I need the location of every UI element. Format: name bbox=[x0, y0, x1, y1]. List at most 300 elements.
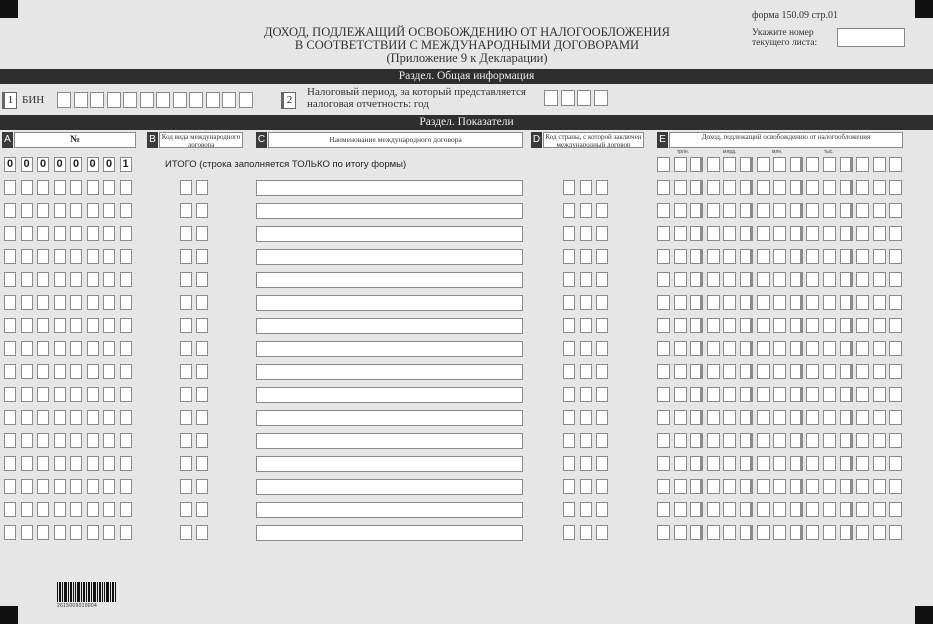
row-number-cell[interactable] bbox=[4, 433, 16, 448]
row-amount-cell[interactable] bbox=[889, 226, 902, 241]
row-amount-cell[interactable] bbox=[757, 410, 770, 425]
treaty-type-cell[interactable] bbox=[196, 433, 208, 448]
row-amount-cell[interactable] bbox=[757, 249, 770, 264]
country-code-cell[interactable] bbox=[580, 433, 592, 448]
row-amount-cell[interactable] bbox=[690, 525, 703, 540]
row-amount-cell[interactable] bbox=[740, 525, 753, 540]
row-amount-cell[interactable] bbox=[690, 272, 703, 287]
country-code-cell[interactable] bbox=[563, 180, 575, 195]
row-number-cell[interactable] bbox=[4, 272, 16, 287]
row-number-cell[interactable] bbox=[87, 479, 99, 494]
row-amount-cell[interactable] bbox=[840, 249, 853, 264]
row-amount-cell[interactable] bbox=[723, 295, 736, 310]
row-number-cell[interactable] bbox=[120, 433, 132, 448]
row-amount-cell[interactable] bbox=[757, 203, 770, 218]
row-number-cell[interactable] bbox=[4, 341, 16, 356]
row-number-cell[interactable] bbox=[87, 364, 99, 379]
row-amount-cell[interactable] bbox=[657, 180, 670, 195]
row-amount-cell[interactable] bbox=[740, 318, 753, 333]
row-amount-cell[interactable] bbox=[690, 456, 703, 471]
row-amount-cell[interactable] bbox=[806, 226, 819, 241]
row-amount-cell[interactable] bbox=[674, 410, 687, 425]
row-amount-cell[interactable] bbox=[773, 525, 786, 540]
country-code-cell[interactable] bbox=[563, 502, 575, 517]
row-amount-cell[interactable] bbox=[690, 226, 703, 241]
row-amount-cell[interactable] bbox=[723, 180, 736, 195]
itogo-number-cell[interactable]: 0 bbox=[37, 157, 49, 172]
row-amount-cell[interactable] bbox=[856, 456, 869, 471]
row-amount-cell[interactable] bbox=[840, 525, 853, 540]
row-amount-cell[interactable] bbox=[823, 410, 836, 425]
row-number-cell[interactable] bbox=[87, 226, 99, 241]
country-code-cell[interactable] bbox=[596, 364, 608, 379]
row-amount-cell[interactable] bbox=[690, 387, 703, 402]
row-number-cell[interactable] bbox=[120, 318, 132, 333]
row-number-cell[interactable] bbox=[70, 525, 82, 540]
row-number-cell[interactable] bbox=[120, 364, 132, 379]
country-code-cell[interactable] bbox=[596, 226, 608, 241]
treaty-type-cell[interactable] bbox=[196, 272, 208, 287]
row-amount-cell[interactable] bbox=[790, 410, 803, 425]
row-amount-cell[interactable] bbox=[757, 272, 770, 287]
row-amount-cell[interactable] bbox=[840, 410, 853, 425]
row-amount-cell[interactable] bbox=[757, 525, 770, 540]
country-code-cell[interactable] bbox=[596, 341, 608, 356]
row-number-cell[interactable] bbox=[103, 203, 115, 218]
treaty-type-cell[interactable] bbox=[196, 525, 208, 540]
row-number-cell[interactable] bbox=[37, 341, 49, 356]
row-amount-cell[interactable] bbox=[823, 318, 836, 333]
row-amount-cell[interactable] bbox=[873, 295, 886, 310]
country-code-cell[interactable] bbox=[580, 364, 592, 379]
bin-cell[interactable] bbox=[239, 92, 253, 108]
treaty-name-field[interactable] bbox=[256, 318, 523, 334]
bin-cell[interactable] bbox=[123, 92, 137, 108]
row-amount-cell[interactable] bbox=[889, 456, 902, 471]
itogo-amount-cell[interactable] bbox=[740, 157, 753, 172]
row-amount-cell[interactable] bbox=[707, 226, 720, 241]
treaty-type-cell[interactable] bbox=[180, 272, 192, 287]
row-amount-cell[interactable] bbox=[657, 341, 670, 356]
country-code-cell[interactable] bbox=[596, 272, 608, 287]
row-number-cell[interactable] bbox=[4, 226, 16, 241]
row-amount-cell[interactable] bbox=[757, 479, 770, 494]
treaty-type-cell[interactable] bbox=[196, 295, 208, 310]
row-amount-cell[interactable] bbox=[856, 318, 869, 333]
row-amount-cell[interactable] bbox=[723, 433, 736, 448]
row-number-cell[interactable] bbox=[21, 502, 33, 517]
row-number-cell[interactable] bbox=[87, 295, 99, 310]
row-amount-cell[interactable] bbox=[823, 502, 836, 517]
row-number-cell[interactable] bbox=[21, 364, 33, 379]
row-amount-cell[interactable] bbox=[806, 249, 819, 264]
row-amount-cell[interactable] bbox=[740, 502, 753, 517]
row-number-cell[interactable] bbox=[4, 318, 16, 333]
row-amount-cell[interactable] bbox=[740, 387, 753, 402]
row-amount-cell[interactable] bbox=[806, 433, 819, 448]
row-number-cell[interactable] bbox=[87, 525, 99, 540]
country-code-cell[interactable] bbox=[563, 203, 575, 218]
row-number-cell[interactable] bbox=[54, 295, 66, 310]
country-code-cell[interactable] bbox=[563, 272, 575, 287]
bin-cell[interactable] bbox=[189, 92, 203, 108]
country-code-cell[interactable] bbox=[580, 502, 592, 517]
bin-cell[interactable] bbox=[140, 92, 154, 108]
sheet-number-input[interactable] bbox=[837, 28, 905, 47]
row-amount-cell[interactable] bbox=[823, 180, 836, 195]
treaty-type-cell[interactable] bbox=[180, 295, 192, 310]
row-amount-cell[interactable] bbox=[840, 341, 853, 356]
row-number-cell[interactable] bbox=[87, 318, 99, 333]
row-amount-cell[interactable] bbox=[840, 479, 853, 494]
row-amount-cell[interactable] bbox=[806, 180, 819, 195]
treaty-type-cell[interactable] bbox=[196, 456, 208, 471]
row-number-cell[interactable] bbox=[87, 410, 99, 425]
itogo-number-cell[interactable]: 0 bbox=[54, 157, 66, 172]
row-amount-cell[interactable] bbox=[873, 272, 886, 287]
row-amount-cell[interactable] bbox=[674, 387, 687, 402]
row-number-cell[interactable] bbox=[4, 525, 16, 540]
itogo-amount-cell[interactable] bbox=[690, 157, 703, 172]
row-amount-cell[interactable] bbox=[773, 180, 786, 195]
treaty-type-cell[interactable] bbox=[180, 249, 192, 264]
row-amount-cell[interactable] bbox=[773, 272, 786, 287]
country-code-cell[interactable] bbox=[580, 203, 592, 218]
row-amount-cell[interactable] bbox=[723, 456, 736, 471]
row-amount-cell[interactable] bbox=[823, 479, 836, 494]
row-number-cell[interactable] bbox=[37, 502, 49, 517]
row-amount-cell[interactable] bbox=[823, 203, 836, 218]
treaty-type-cell[interactable] bbox=[196, 502, 208, 517]
row-amount-cell[interactable] bbox=[723, 226, 736, 241]
country-code-cell[interactable] bbox=[563, 249, 575, 264]
row-number-cell[interactable] bbox=[70, 203, 82, 218]
row-amount-cell[interactable] bbox=[790, 249, 803, 264]
row-amount-cell[interactable] bbox=[657, 387, 670, 402]
row-number-cell[interactable] bbox=[70, 387, 82, 402]
row-number-cell[interactable] bbox=[21, 249, 33, 264]
row-amount-cell[interactable] bbox=[790, 479, 803, 494]
row-number-cell[interactable] bbox=[54, 525, 66, 540]
row-number-cell[interactable] bbox=[87, 387, 99, 402]
row-amount-cell[interactable] bbox=[806, 502, 819, 517]
row-amount-cell[interactable] bbox=[856, 272, 869, 287]
row-number-cell[interactable] bbox=[103, 410, 115, 425]
row-number-cell[interactable] bbox=[4, 387, 16, 402]
row-number-cell[interactable] bbox=[70, 226, 82, 241]
row-amount-cell[interactable] bbox=[823, 525, 836, 540]
row-number-cell[interactable] bbox=[87, 249, 99, 264]
row-amount-cell[interactable] bbox=[690, 203, 703, 218]
row-number-cell[interactable] bbox=[54, 364, 66, 379]
row-amount-cell[interactable] bbox=[806, 318, 819, 333]
row-amount-cell[interactable] bbox=[757, 433, 770, 448]
treaty-type-cell[interactable] bbox=[180, 433, 192, 448]
row-number-cell[interactable] bbox=[103, 387, 115, 402]
row-number-cell[interactable] bbox=[103, 272, 115, 287]
country-code-cell[interactable] bbox=[580, 295, 592, 310]
row-number-cell[interactable] bbox=[21, 272, 33, 287]
row-amount-cell[interactable] bbox=[790, 502, 803, 517]
row-number-cell[interactable] bbox=[54, 502, 66, 517]
treaty-name-field[interactable] bbox=[256, 341, 523, 357]
country-code-cell[interactable] bbox=[596, 479, 608, 494]
treaty-type-cell[interactable] bbox=[180, 502, 192, 517]
treaty-type-cell[interactable] bbox=[196, 479, 208, 494]
row-amount-cell[interactable] bbox=[657, 433, 670, 448]
row-number-cell[interactable] bbox=[21, 318, 33, 333]
treaty-type-cell[interactable] bbox=[196, 364, 208, 379]
row-number-cell[interactable] bbox=[21, 180, 33, 195]
itogo-amount-cell[interactable] bbox=[873, 157, 886, 172]
row-amount-cell[interactable] bbox=[674, 525, 687, 540]
row-amount-cell[interactable] bbox=[657, 318, 670, 333]
row-amount-cell[interactable] bbox=[773, 479, 786, 494]
row-number-cell[interactable] bbox=[120, 479, 132, 494]
row-amount-cell[interactable] bbox=[856, 203, 869, 218]
row-amount-cell[interactable] bbox=[889, 479, 902, 494]
row-amount-cell[interactable] bbox=[873, 341, 886, 356]
row-number-cell[interactable] bbox=[70, 479, 82, 494]
row-amount-cell[interactable] bbox=[690, 502, 703, 517]
country-code-cell[interactable] bbox=[563, 525, 575, 540]
row-amount-cell[interactable] bbox=[889, 410, 902, 425]
row-number-cell[interactable] bbox=[4, 249, 16, 264]
itogo-number-cell[interactable]: 1 bbox=[120, 157, 132, 172]
bin-cell[interactable] bbox=[57, 92, 71, 108]
row-amount-cell[interactable] bbox=[889, 295, 902, 310]
row-amount-cell[interactable] bbox=[856, 502, 869, 517]
country-code-cell[interactable] bbox=[563, 479, 575, 494]
row-amount-cell[interactable] bbox=[674, 272, 687, 287]
row-amount-cell[interactable] bbox=[757, 226, 770, 241]
row-amount-cell[interactable] bbox=[707, 433, 720, 448]
row-amount-cell[interactable] bbox=[657, 410, 670, 425]
row-amount-cell[interactable] bbox=[889, 203, 902, 218]
row-number-cell[interactable] bbox=[37, 410, 49, 425]
row-amount-cell[interactable] bbox=[790, 295, 803, 310]
row-number-cell[interactable] bbox=[87, 180, 99, 195]
row-amount-cell[interactable] bbox=[873, 226, 886, 241]
row-amount-cell[interactable] bbox=[806, 295, 819, 310]
country-code-cell[interactable] bbox=[580, 479, 592, 494]
row-amount-cell[interactable] bbox=[740, 272, 753, 287]
row-number-cell[interactable] bbox=[70, 410, 82, 425]
row-number-cell[interactable] bbox=[4, 410, 16, 425]
row-amount-cell[interactable] bbox=[740, 410, 753, 425]
treaty-type-cell[interactable] bbox=[196, 387, 208, 402]
treaty-type-cell[interactable] bbox=[180, 364, 192, 379]
treaty-type-cell[interactable] bbox=[196, 318, 208, 333]
row-amount-cell[interactable] bbox=[823, 364, 836, 379]
treaty-type-cell[interactable] bbox=[180, 387, 192, 402]
row-amount-cell[interactable] bbox=[873, 180, 886, 195]
row-amount-cell[interactable] bbox=[840, 180, 853, 195]
row-number-cell[interactable] bbox=[54, 203, 66, 218]
country-code-cell[interactable] bbox=[580, 341, 592, 356]
row-amount-cell[interactable] bbox=[773, 364, 786, 379]
treaty-name-field[interactable] bbox=[256, 226, 523, 242]
row-amount-cell[interactable] bbox=[657, 272, 670, 287]
country-code-cell[interactable] bbox=[596, 525, 608, 540]
year-cell[interactable] bbox=[594, 90, 608, 106]
row-amount-cell[interactable] bbox=[840, 502, 853, 517]
row-number-cell[interactable] bbox=[21, 341, 33, 356]
row-amount-cell[interactable] bbox=[840, 272, 853, 287]
row-number-cell[interactable] bbox=[37, 272, 49, 287]
row-number-cell[interactable] bbox=[70, 341, 82, 356]
country-code-cell[interactable] bbox=[580, 272, 592, 287]
row-amount-cell[interactable] bbox=[889, 364, 902, 379]
row-amount-cell[interactable] bbox=[856, 387, 869, 402]
row-number-cell[interactable] bbox=[54, 479, 66, 494]
country-code-cell[interactable] bbox=[596, 295, 608, 310]
row-amount-cell[interactable] bbox=[707, 410, 720, 425]
row-amount-cell[interactable] bbox=[657, 226, 670, 241]
row-amount-cell[interactable] bbox=[723, 479, 736, 494]
row-number-cell[interactable] bbox=[70, 180, 82, 195]
treaty-type-cell[interactable] bbox=[180, 479, 192, 494]
year-cell[interactable] bbox=[544, 90, 558, 106]
row-amount-cell[interactable] bbox=[840, 456, 853, 471]
country-code-cell[interactable] bbox=[580, 226, 592, 241]
row-number-cell[interactable] bbox=[103, 479, 115, 494]
row-number-cell[interactable] bbox=[120, 203, 132, 218]
bin-cell[interactable] bbox=[206, 92, 220, 108]
itogo-amount-cell[interactable] bbox=[674, 157, 687, 172]
itogo-amount-cell[interactable] bbox=[657, 157, 670, 172]
row-amount-cell[interactable] bbox=[773, 433, 786, 448]
row-amount-cell[interactable] bbox=[723, 203, 736, 218]
row-amount-cell[interactable] bbox=[873, 479, 886, 494]
row-amount-cell[interactable] bbox=[690, 295, 703, 310]
row-amount-cell[interactable] bbox=[690, 341, 703, 356]
row-amount-cell[interactable] bbox=[840, 433, 853, 448]
row-amount-cell[interactable] bbox=[707, 479, 720, 494]
row-amount-cell[interactable] bbox=[790, 203, 803, 218]
row-amount-cell[interactable] bbox=[790, 364, 803, 379]
treaty-name-field[interactable] bbox=[256, 249, 523, 265]
row-amount-cell[interactable] bbox=[757, 341, 770, 356]
row-amount-cell[interactable] bbox=[690, 364, 703, 379]
row-amount-cell[interactable] bbox=[707, 341, 720, 356]
row-amount-cell[interactable] bbox=[740, 433, 753, 448]
row-amount-cell[interactable] bbox=[790, 226, 803, 241]
itogo-number-cell[interactable]: 0 bbox=[103, 157, 115, 172]
country-code-cell[interactable] bbox=[596, 387, 608, 402]
row-amount-cell[interactable] bbox=[889, 387, 902, 402]
row-amount-cell[interactable] bbox=[707, 180, 720, 195]
row-amount-cell[interactable] bbox=[790, 456, 803, 471]
row-amount-cell[interactable] bbox=[840, 203, 853, 218]
row-amount-cell[interactable] bbox=[823, 387, 836, 402]
row-number-cell[interactable] bbox=[21, 433, 33, 448]
row-amount-cell[interactable] bbox=[674, 456, 687, 471]
row-number-cell[interactable] bbox=[37, 479, 49, 494]
row-amount-cell[interactable] bbox=[889, 180, 902, 195]
row-amount-cell[interactable] bbox=[889, 318, 902, 333]
row-amount-cell[interactable] bbox=[790, 433, 803, 448]
row-amount-cell[interactable] bbox=[674, 226, 687, 241]
row-amount-cell[interactable] bbox=[856, 180, 869, 195]
row-amount-cell[interactable] bbox=[790, 341, 803, 356]
row-amount-cell[interactable] bbox=[690, 180, 703, 195]
row-amount-cell[interactable] bbox=[674, 433, 687, 448]
row-amount-cell[interactable] bbox=[790, 525, 803, 540]
row-number-cell[interactable] bbox=[87, 341, 99, 356]
row-amount-cell[interactable] bbox=[707, 272, 720, 287]
row-amount-cell[interactable] bbox=[840, 318, 853, 333]
row-number-cell[interactable] bbox=[70, 433, 82, 448]
itogo-number-cell[interactable]: 0 bbox=[21, 157, 33, 172]
row-amount-cell[interactable] bbox=[873, 364, 886, 379]
itogo-number-cell[interactable]: 0 bbox=[4, 157, 16, 172]
country-code-cell[interactable] bbox=[596, 318, 608, 333]
row-number-cell[interactable] bbox=[54, 249, 66, 264]
row-amount-cell[interactable] bbox=[806, 203, 819, 218]
year-cell[interactable] bbox=[577, 90, 591, 106]
row-amount-cell[interactable] bbox=[856, 410, 869, 425]
treaty-type-cell[interactable] bbox=[180, 180, 192, 195]
country-code-cell[interactable] bbox=[563, 456, 575, 471]
treaty-type-cell[interactable] bbox=[196, 226, 208, 241]
row-number-cell[interactable] bbox=[21, 410, 33, 425]
row-amount-cell[interactable] bbox=[707, 525, 720, 540]
country-code-cell[interactable] bbox=[580, 180, 592, 195]
row-amount-cell[interactable] bbox=[856, 433, 869, 448]
row-amount-cell[interactable] bbox=[723, 387, 736, 402]
row-amount-cell[interactable] bbox=[723, 364, 736, 379]
country-code-cell[interactable] bbox=[563, 341, 575, 356]
treaty-name-field[interactable] bbox=[256, 433, 523, 449]
row-number-cell[interactable] bbox=[70, 272, 82, 287]
row-number-cell[interactable] bbox=[103, 295, 115, 310]
treaty-type-cell[interactable] bbox=[180, 203, 192, 218]
row-amount-cell[interactable] bbox=[723, 525, 736, 540]
row-number-cell[interactable] bbox=[120, 525, 132, 540]
row-amount-cell[interactable] bbox=[873, 203, 886, 218]
row-amount-cell[interactable] bbox=[690, 433, 703, 448]
row-amount-cell[interactable] bbox=[657, 525, 670, 540]
row-amount-cell[interactable] bbox=[873, 410, 886, 425]
row-number-cell[interactable] bbox=[4, 295, 16, 310]
row-amount-cell[interactable] bbox=[806, 456, 819, 471]
itogo-amount-cell[interactable] bbox=[773, 157, 786, 172]
row-amount-cell[interactable] bbox=[674, 502, 687, 517]
country-code-cell[interactable] bbox=[596, 410, 608, 425]
country-code-cell[interactable] bbox=[596, 433, 608, 448]
row-amount-cell[interactable] bbox=[773, 502, 786, 517]
row-number-cell[interactable] bbox=[37, 249, 49, 264]
row-amount-cell[interactable] bbox=[690, 479, 703, 494]
row-amount-cell[interactable] bbox=[707, 387, 720, 402]
row-number-cell[interactable] bbox=[37, 456, 49, 471]
row-number-cell[interactable] bbox=[4, 502, 16, 517]
row-number-cell[interactable] bbox=[87, 456, 99, 471]
country-code-cell[interactable] bbox=[563, 433, 575, 448]
row-amount-cell[interactable] bbox=[856, 295, 869, 310]
row-number-cell[interactable] bbox=[37, 180, 49, 195]
row-amount-cell[interactable] bbox=[889, 433, 902, 448]
row-amount-cell[interactable] bbox=[873, 433, 886, 448]
treaty-type-cell[interactable] bbox=[196, 249, 208, 264]
row-amount-cell[interactable] bbox=[873, 502, 886, 517]
treaty-type-cell[interactable] bbox=[196, 341, 208, 356]
row-number-cell[interactable] bbox=[21, 387, 33, 402]
row-amount-cell[interactable] bbox=[856, 364, 869, 379]
row-amount-cell[interactable] bbox=[773, 226, 786, 241]
row-amount-cell[interactable] bbox=[773, 295, 786, 310]
